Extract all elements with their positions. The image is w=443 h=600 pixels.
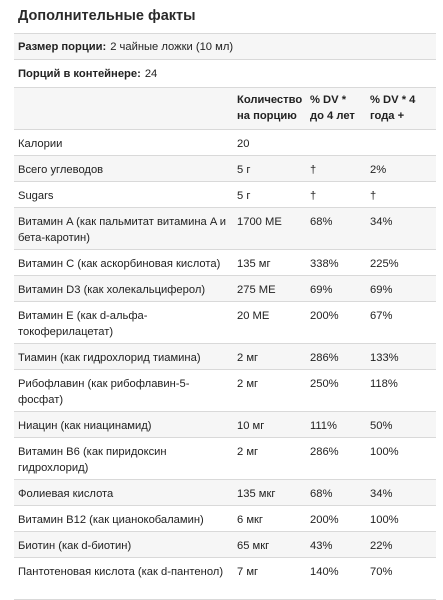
dv-4-plus-cell: 118% <box>366 370 436 412</box>
dv-under-4-cell: 43% <box>306 532 366 558</box>
supplement-facts-panel <box>14 0 436 600</box>
dv-under-4-cell: 286% <box>306 344 366 370</box>
nutrient-name-cell: Ниацин (как ниацинамид) <box>14 412 233 438</box>
dv-under-4-cell <box>306 130 366 156</box>
dv-4-plus-cell: 225% <box>366 250 436 276</box>
dv-4-plus-cell: 34% <box>366 208 436 250</box>
dv-under-4-cell: 68% <box>306 208 366 250</box>
nutrient-name-cell: Рибофлавин (как рибофлавин-5-фосфат) <box>14 370 233 412</box>
dv-under-4-cell: 200% <box>306 302 366 344</box>
table-header-row <box>14 88 436 130</box>
dv-under-4-cell: † <box>306 182 366 208</box>
header-dv-under-4: % DV * до 4 лет <box>306 88 366 130</box>
nutrient-name-cell: Фолиевая кислота <box>14 480 233 506</box>
table-row <box>14 480 436 506</box>
dv-4-plus-cell: 100% <box>366 506 436 532</box>
serving-size-label: Размер порции: <box>18 40 107 53</box>
table-row <box>14 558 436 600</box>
amount-cell: 20 МЕ <box>233 302 306 344</box>
dv-under-4-cell: 111% <box>306 412 366 438</box>
header-dv-4-plus: % DV * 4 года + <box>366 88 436 130</box>
amount-cell: 20 <box>233 130 306 156</box>
table-row <box>14 156 436 182</box>
amount-cell: 2 мг <box>233 438 306 480</box>
table-row <box>14 438 436 480</box>
dv-4-plus-cell: † <box>366 182 436 208</box>
amount-cell: 275 МЕ <box>233 276 306 302</box>
header-nutrient <box>14 88 233 130</box>
table-row <box>14 250 436 276</box>
amount-cell: 65 мкг <box>233 532 306 558</box>
nutrient-name-cell: Тиамин (как гидрохлорид тиамина) <box>14 344 233 370</box>
dv-4-plus-cell: 69% <box>366 276 436 302</box>
header-amount: Количество на порцию <box>233 88 306 130</box>
dv-4-plus-cell: 67% <box>366 302 436 344</box>
table-row <box>14 532 436 558</box>
amount-cell: 135 мкг <box>233 480 306 506</box>
dv-under-4-cell: 250% <box>306 370 366 412</box>
dv-4-plus-cell: 100% <box>366 438 436 480</box>
nutrient-name-cell: Витамин B6 (как пиридоксин гидрохлорид) <box>14 438 233 480</box>
dv-under-4-cell: 200% <box>306 506 366 532</box>
serving-size-value: 2 чайные ложки (10 мл) <box>110 40 234 53</box>
nutrient-name-cell: Витамин E (как d-альфа-токоферилацетат) <box>14 302 233 344</box>
amount-cell: 135 мг <box>233 250 306 276</box>
dv-4-plus-cell: 133% <box>366 344 436 370</box>
amount-cell: 7 мг <box>233 558 306 600</box>
panel-title: Дополнительные факты <box>18 8 196 24</box>
table-row <box>14 276 436 302</box>
dv-4-plus-cell: 70% <box>366 558 436 600</box>
nutrient-name-cell: Витамин B12 (как цианокобаламин) <box>14 506 233 532</box>
dv-4-plus-cell: 2% <box>366 156 436 182</box>
dv-under-4-cell: 286% <box>306 438 366 480</box>
dv-4-plus-cell: 22% <box>366 532 436 558</box>
amount-cell: 2 мг <box>233 370 306 412</box>
amount-cell: 5 г <box>233 156 306 182</box>
dv-under-4-cell: 68% <box>306 480 366 506</box>
nutrient-table <box>14 87 436 600</box>
table-row <box>14 344 436 370</box>
dv-under-4-cell: 338% <box>306 250 366 276</box>
table-row <box>14 208 436 250</box>
nutrient-name-cell: Всего углеводов <box>14 156 233 182</box>
table-row <box>14 130 436 156</box>
amount-cell: 5 г <box>233 182 306 208</box>
nutrient-name-cell: Витамин C (как аскорбиновая кислота) <box>14 250 233 276</box>
dv-under-4-cell: † <box>306 156 366 182</box>
dv-4-plus-cell: 34% <box>366 480 436 506</box>
amount-cell: 1700 МЕ <box>233 208 306 250</box>
servings-per-container-label: Порций в контейнере: <box>18 67 141 80</box>
nutrient-name-cell: Витамин A (как пальмитат витамина A и бета-каротин) <box>14 208 233 250</box>
table-row <box>14 412 436 438</box>
nutrient-name-cell: Sugars <box>14 182 233 208</box>
dv-under-4-cell: 69% <box>306 276 366 302</box>
amount-cell: 2 мг <box>233 344 306 370</box>
amount-cell: 6 мкг <box>233 506 306 532</box>
nutrient-name-cell: Калории <box>14 130 233 156</box>
dv-under-4-cell: 140% <box>306 558 366 600</box>
dv-4-plus-cell: 50% <box>366 412 436 438</box>
amount-cell: 10 мг <box>233 412 306 438</box>
nutrient-name-cell: Витамин D3 (как холекальциферол) <box>14 276 233 302</box>
nutrient-name-cell: Пантотеновая кислота (как d-пантенол) <box>14 558 233 600</box>
table-row <box>14 370 436 412</box>
servings-per-container-value: 24 <box>144 67 158 80</box>
serving-size-row <box>14 33 436 59</box>
table-row <box>14 506 436 532</box>
dv-4-plus-cell <box>366 130 436 156</box>
table-row <box>14 182 436 208</box>
nutrient-name-cell: Биотин (как d-биотин) <box>14 532 233 558</box>
servings-per-container-row <box>14 59 436 87</box>
table-row <box>14 302 436 344</box>
